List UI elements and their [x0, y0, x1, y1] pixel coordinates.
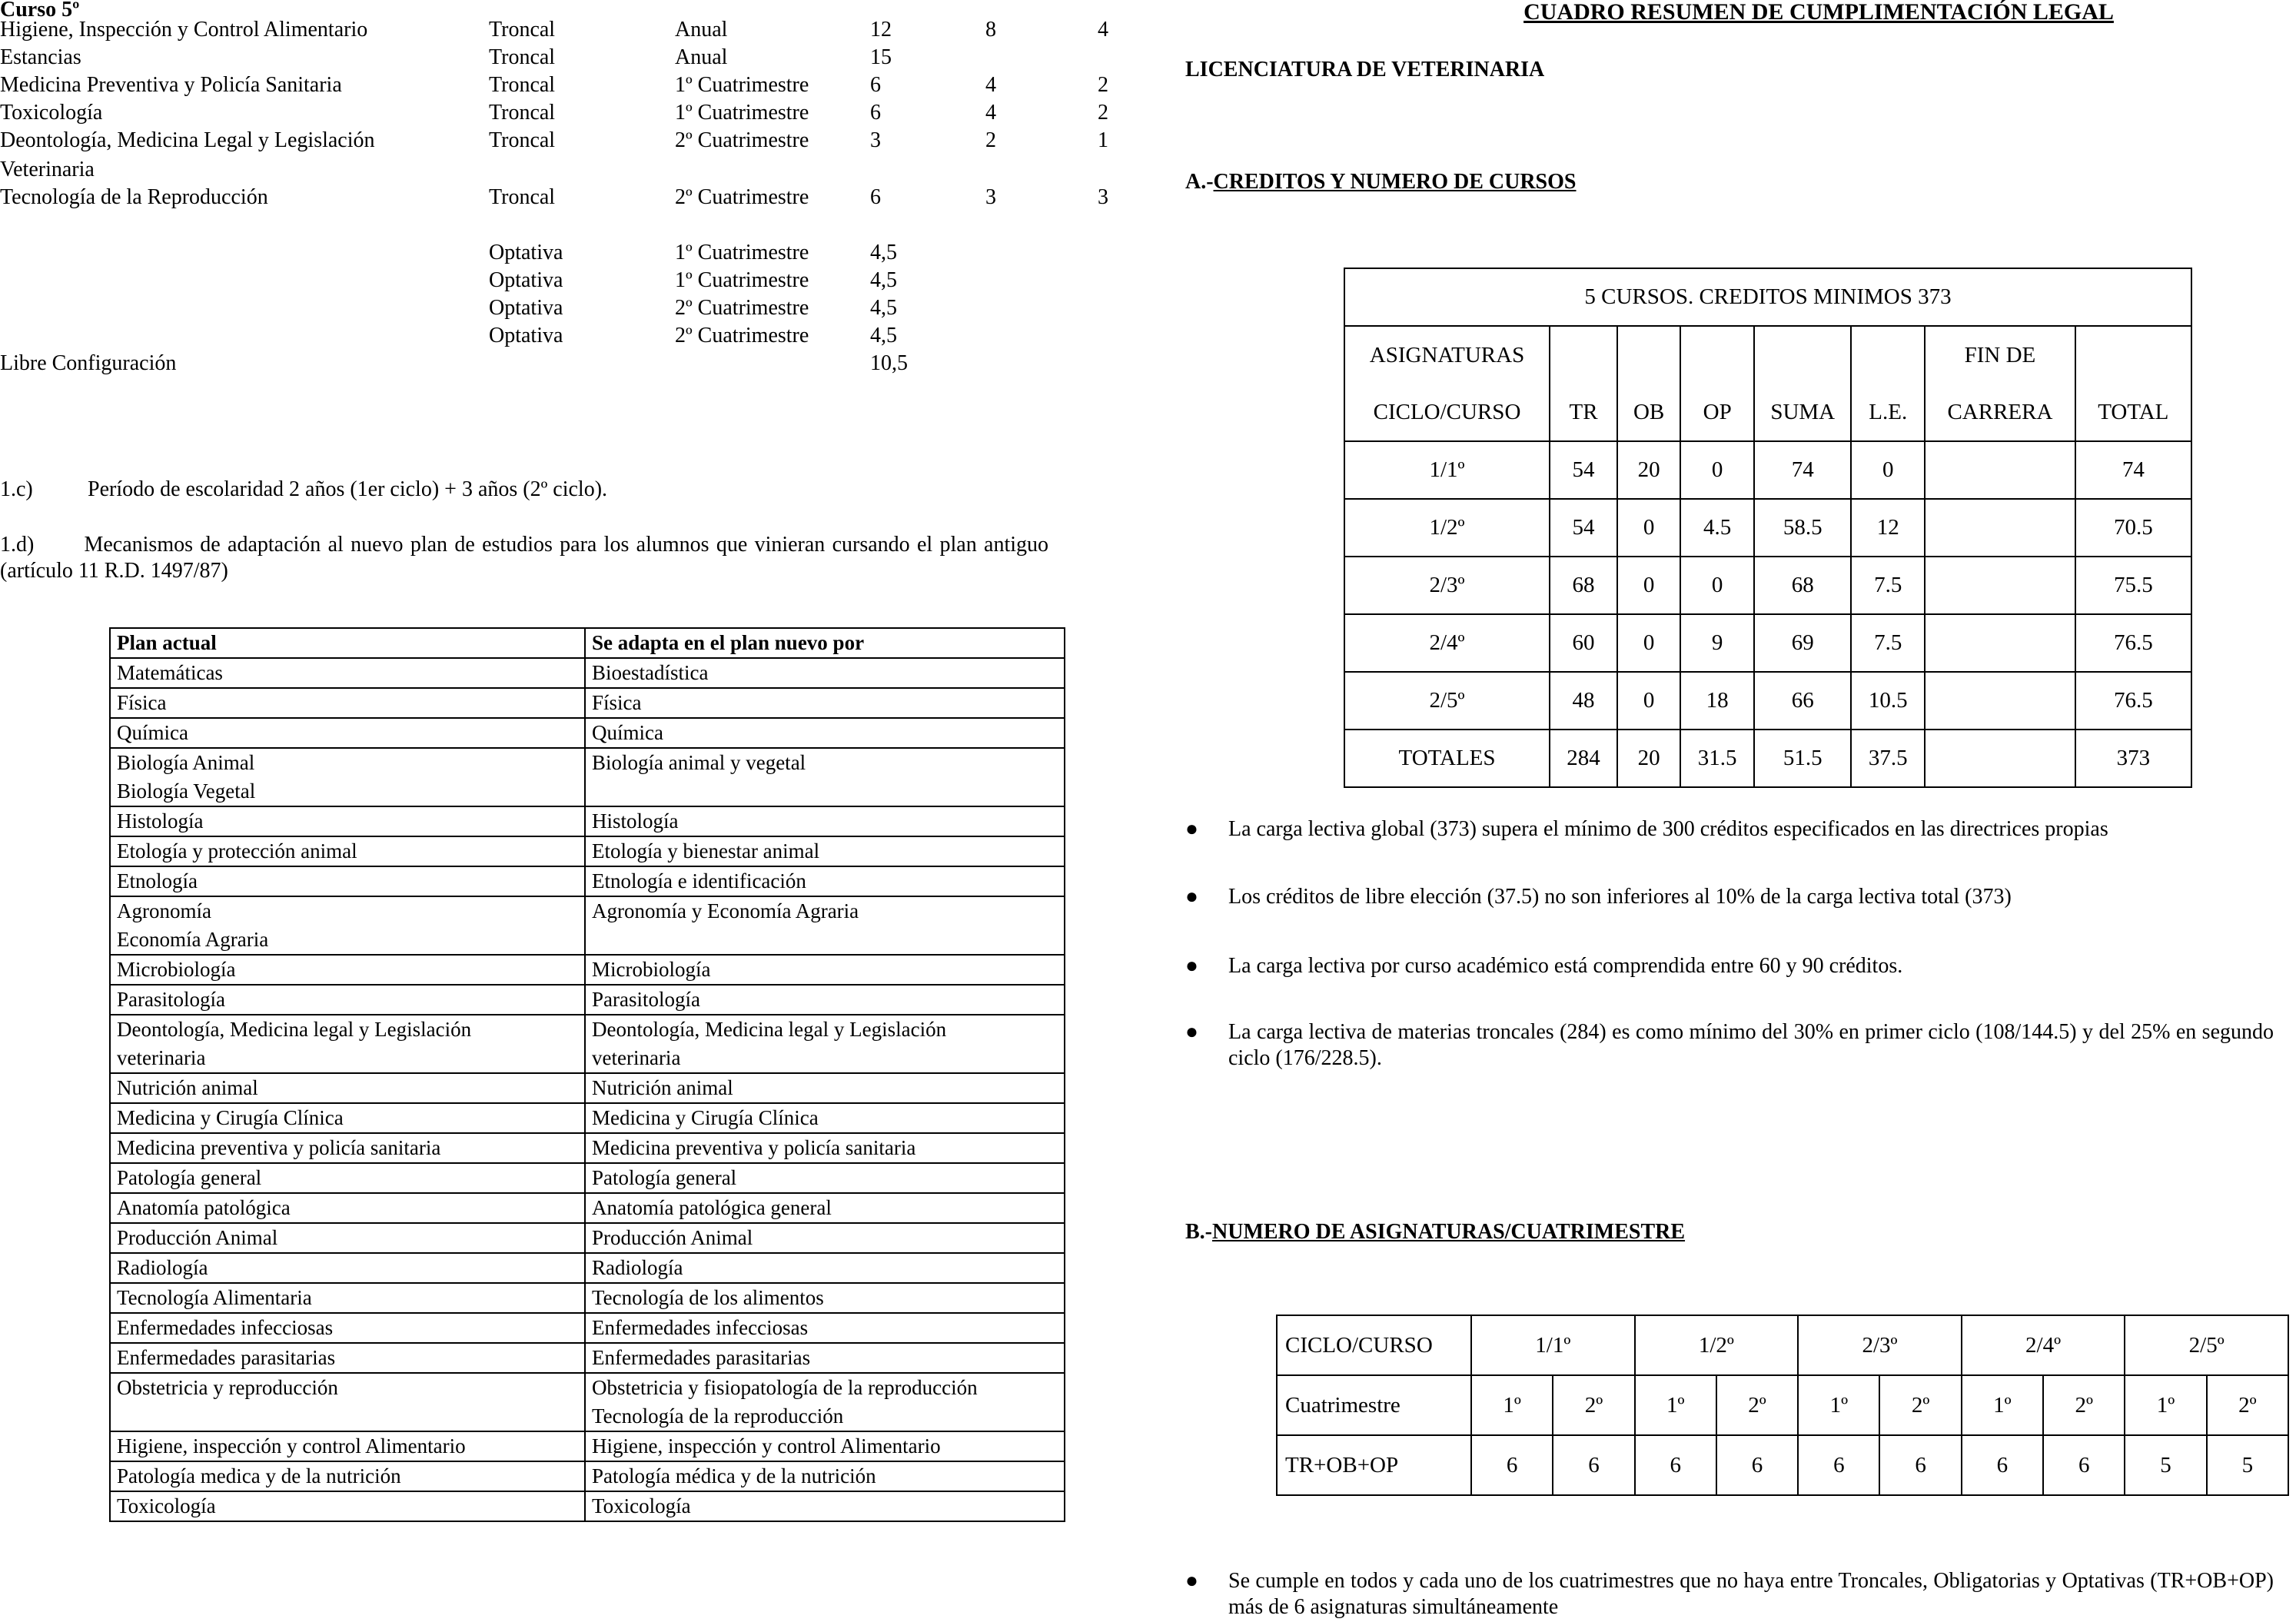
course-period: 2º Cuatrimestre: [675, 296, 809, 320]
course-row: [0, 72, 1122, 100]
table-row: [110, 1073, 1065, 1103]
summary-cell: [1925, 499, 2075, 557]
course-name: Deontología, Medicina Legal y Legislación: [0, 128, 375, 152]
bullet-text: La carga lectiva global (373) supera el mínimo de 300 créditos especificados en las directrices propias: [1228, 817, 2108, 841]
course-p: 1: [1098, 128, 1108, 152]
old-subject-cell: Etología y protección animal: [110, 836, 585, 866]
section-1d: [0, 532, 1048, 583]
bullet-dot-icon: ●: [1185, 885, 1198, 909]
old-subject-cell: Matemáticas: [110, 658, 585, 688]
course-period: 1º Cuatrimestre: [675, 73, 809, 97]
old-subject-cell: Higiene, inspección y control Alimentario: [110, 1431, 585, 1461]
cua-value: 6: [1798, 1435, 1879, 1495]
bullet-b-text: Se cumple en todos y cada uno de los cuatrimestres que no haya entre Troncales, Obligatorias y Optativas (TR+OB+OP) más de 6 asignaturas simultáneamente: [1228, 1569, 2274, 1619]
course-type: Troncal: [489, 45, 556, 69]
new-subject-cell: Bioestadística: [585, 658, 1065, 688]
summary-cell: 51.5: [1754, 730, 1851, 787]
summary-cell: 1/1º: [1344, 441, 1550, 499]
course-type: Troncal: [489, 128, 556, 152]
new-subject-cell: Producción Animal: [585, 1223, 1065, 1253]
course-name: Libre Configuración: [0, 351, 177, 375]
table-row: [110, 896, 1065, 955]
old-subject-cell: Química: [110, 718, 585, 748]
new-subject-cell: Química: [585, 718, 1065, 748]
summary-cell: 69: [1754, 614, 1851, 672]
cua-value: 5: [2125, 1435, 2206, 1495]
course-credits: 3: [870, 128, 881, 152]
cua-value: 6: [1879, 1435, 1961, 1495]
summary-cell: 7.5: [1851, 614, 1925, 672]
summary-cell: 2/5º: [1344, 672, 1550, 730]
old-subject-cell: Obstetricia y reproducción: [110, 1373, 585, 1431]
course-name: Estancias: [0, 45, 81, 69]
table-row: [110, 866, 1065, 896]
adapt-header-new: Se adapta en el plan nuevo por: [585, 628, 1065, 658]
adaptation-table: [109, 627, 1065, 1522]
summary-cell: 54: [1550, 499, 1617, 557]
summary-cell: [1925, 557, 2075, 614]
section-1d-text: Mecanismos de adaptación al nuevo plan de estudios para los alumnos que vinieran cursando el plan antiguo (artículo 11 R.D. 1497/87): [0, 533, 1048, 583]
summary-cell: 70.5: [2075, 499, 2191, 557]
old-subject-cell: Histología: [110, 806, 585, 836]
old-subject-cell: Deontología, Medicina legal y Legislación veterinaria: [110, 1015, 585, 1073]
summary-caption: 5 CURSOS. CREDITOS MINIMOS 373: [1344, 268, 2191, 326]
new-subject-cell: Anatomía patológica general: [585, 1193, 1065, 1223]
cua-curso: 1/2º: [1635, 1315, 1799, 1375]
new-subject-cell: Medicina preventiva y policía sanitaria: [585, 1133, 1065, 1163]
course-name: Higiene, Inspección y Control Alimentario: [0, 18, 368, 42]
summary-cell: 75.5: [2075, 557, 2191, 614]
bullet-dot-icon: ●: [1185, 817, 1198, 841]
course-credits: 4,5: [870, 296, 897, 320]
cua-cuatrimestre: 2º: [1716, 1375, 1798, 1435]
table-row: [110, 1193, 1065, 1223]
cua-curso: 2/5º: [2125, 1315, 2288, 1375]
new-subject-cell: Histología: [585, 806, 1065, 836]
section-a-prefix: A.-: [1185, 170, 1214, 194]
summary-cell: 74: [2075, 441, 2191, 499]
table-row: [110, 748, 1065, 806]
summary-header-top: [1617, 326, 1680, 384]
bullet-text: Los créditos de libre elección (37.5) no son inferiores al 10% de la carga lectiva total (373): [1228, 885, 2012, 909]
new-subject-cell: Toxicología: [585, 1491, 1065, 1521]
course-type: Troncal: [489, 73, 556, 97]
old-subject-cell: Producción Animal: [110, 1223, 585, 1253]
new-subject-cell: Enfermedades parasitarias: [585, 1343, 1065, 1373]
new-subject-cell: Enfermedades infecciosas: [585, 1313, 1065, 1343]
summary-header: OP: [1680, 384, 1754, 441]
old-subject-cell: Nutrición animal: [110, 1073, 585, 1103]
course-t: 4: [985, 73, 996, 97]
table-row: [110, 1283, 1065, 1313]
course-period: 2º Cuatrimestre: [675, 128, 809, 152]
table-row: [110, 1223, 1065, 1253]
summary-cell: 0: [1617, 499, 1680, 557]
cua-cuatrimestre: 2º: [2043, 1375, 2125, 1435]
section-1c-text: Período de escolaridad 2 años (1er ciclo) + 3 años (2º ciclo).: [88, 477, 608, 501]
summary-cell: 68: [1754, 557, 1851, 614]
summary-cell: 2/3º: [1344, 557, 1550, 614]
cua-cuatrimestre: 2º: [1879, 1375, 1961, 1435]
summary-cell: TOTALES: [1344, 730, 1550, 787]
summary-cell: 20: [1617, 441, 1680, 499]
summary-cell: 54: [1550, 441, 1617, 499]
new-subject-cell: Etnología e identificación: [585, 866, 1065, 896]
new-subject-cell: Tecnología de los alimentos: [585, 1283, 1065, 1313]
course-name: Medicina Preventiva y Policía Sanitaria: [0, 73, 342, 97]
course-period: 1º Cuatrimestre: [675, 268, 809, 292]
summary-cell: 66: [1754, 672, 1851, 730]
course-period: 2º Cuatrimestre: [675, 324, 809, 347]
new-subject-cell: Física: [585, 688, 1065, 718]
summary-cell: [1925, 614, 2075, 672]
old-subject-cell: Parasitología: [110, 985, 585, 1015]
summary-cell: 4.5: [1680, 499, 1754, 557]
table-row: [110, 1133, 1065, 1163]
cua-curso: 1/1º: [1471, 1315, 1635, 1375]
summary-cell: 74: [1754, 441, 1851, 499]
summary-cell: [1925, 672, 2075, 730]
course-t: 2: [985, 128, 996, 152]
course-credits: 6: [870, 101, 881, 125]
cua-cuatrimestre: 1º: [1635, 1375, 1716, 1435]
cua-curso: 2/3º: [1798, 1315, 1962, 1375]
bullet-dot-icon: ●: [1185, 1569, 1198, 1593]
section-b-title: NUMERO DE ASIGNATURAS/CUATRIMESTRE: [1212, 1220, 1686, 1244]
course-credits: 12: [870, 18, 892, 42]
summary-table: [1344, 268, 2192, 788]
course-p: 2: [1098, 73, 1108, 97]
cuatrimestre-table: [1276, 1315, 2289, 1496]
table-row: [1344, 730, 2191, 787]
table-row: [110, 1015, 1065, 1073]
old-subject-cell: Medicina y Cirugía Clínica: [110, 1103, 585, 1133]
table-row: [1344, 499, 2191, 557]
old-subject-cell: Enfermedades infecciosas: [110, 1313, 585, 1343]
summary-header-top: ASIGNATURAS: [1344, 326, 1550, 384]
cua-value: 6: [1553, 1435, 1634, 1495]
course-credits: 4,5: [870, 241, 897, 264]
old-subject-cell: Enfermedades parasitarias: [110, 1343, 585, 1373]
summary-cell: 10.5: [1851, 672, 1925, 730]
course-row: [0, 157, 1122, 184]
summary-header-top: [1550, 326, 1617, 384]
summary-cell: 37.5: [1851, 730, 1925, 787]
summary-cell: 0: [1680, 557, 1754, 614]
cua-row1-label: CICLO/CURSO: [1277, 1315, 1471, 1375]
summary-cell: 76.5: [2075, 614, 2191, 672]
summary-header-top: [1754, 326, 1851, 384]
cua-value: 6: [2043, 1435, 2125, 1495]
summary-cell: 0: [1680, 441, 1754, 499]
new-subject-cell: Parasitología: [585, 985, 1065, 1015]
old-subject-cell: Microbiología: [110, 955, 585, 985]
degree-title: LICENCIATURA DE VETERINARIA: [1185, 58, 1545, 81]
summary-cell: 1/2º: [1344, 499, 1550, 557]
new-subject-cell: Etología y bienestar animal: [585, 836, 1065, 866]
course-row: [0, 268, 1122, 295]
course-p: 2: [1098, 101, 1108, 125]
course-row: [0, 240, 1122, 268]
summary-cell: 284: [1550, 730, 1617, 787]
new-subject-cell: Biología animal y vegetal: [585, 748, 1065, 806]
course-period: 1º Cuatrimestre: [675, 101, 809, 125]
summary-cell: 60: [1550, 614, 1617, 672]
table-row: [110, 1491, 1065, 1521]
cua-curso: 2/4º: [1962, 1315, 2125, 1375]
summary-header: CICLO/CURSO: [1344, 384, 1550, 441]
adapt-header-old: Plan actual: [110, 628, 585, 658]
course-credits: 4,5: [870, 324, 897, 347]
course-credits: 10,5: [870, 351, 908, 375]
course-type: Troncal: [489, 185, 556, 209]
course-p: 3: [1098, 185, 1108, 209]
table-row: [110, 806, 1065, 836]
course-t: 4: [985, 101, 996, 125]
summary-cell: [1925, 441, 2075, 499]
course-p: 4: [1098, 18, 1108, 42]
table-row: [110, 985, 1065, 1015]
table-row: [110, 1343, 1065, 1373]
cua-value: 6: [1716, 1435, 1798, 1495]
summary-cell: 373: [2075, 730, 2191, 787]
cua-cuatrimestre: 1º: [2125, 1375, 2206, 1435]
course-credits: 4,5: [870, 268, 897, 292]
table-row: [110, 1431, 1065, 1461]
course-name: Toxicología: [0, 101, 103, 125]
course-type: Troncal: [489, 101, 556, 125]
summary-header-top: [1851, 326, 1925, 384]
summary-header: TR: [1550, 384, 1617, 441]
table-row: [110, 955, 1065, 985]
course-row: [0, 184, 1122, 212]
table-row: [110, 1461, 1065, 1491]
course-row: [0, 323, 1122, 351]
course-t: 8: [985, 18, 996, 42]
summary-header-top: [2075, 326, 2191, 384]
summary-cell: 76.5: [2075, 672, 2191, 730]
cua-value: 5: [2207, 1435, 2288, 1495]
section-b-prefix: B.-: [1185, 1220, 1212, 1244]
new-subject-cell: Deontología, Medicina legal y Legislación veterinaria: [585, 1015, 1065, 1073]
bullet-text: La carga lectiva de materias troncales (284) es como mínimo del 30% en primer ciclo (108/144.5) y del 25% en segundo ciclo (176/228.5).: [1228, 1020, 2274, 1070]
old-subject-cell: Toxicología: [110, 1491, 585, 1521]
old-subject-cell: Agronomía Economía Agraria: [110, 896, 585, 955]
new-subject-cell: Obstetricia y fisiopatología de la reproducción Tecnología de la reproducción: [585, 1373, 1065, 1431]
old-subject-cell: Patología medica y de la nutrición: [110, 1461, 585, 1491]
new-subject-cell: Agronomía y Economía Agraria: [585, 896, 1065, 955]
section-1c-label: 1.c): [0, 477, 33, 501]
summary-cell: [1925, 730, 2075, 787]
section-a-heading: [1185, 169, 1576, 195]
table-row: [110, 1163, 1065, 1193]
new-subject-cell: Radiología: [585, 1253, 1065, 1283]
bullet-dot-icon: ●: [1185, 1020, 1198, 1044]
old-subject-cell: Física: [110, 688, 585, 718]
new-subject-cell: Medicina y Cirugía Clínica: [585, 1103, 1065, 1133]
course-row: [0, 128, 1122, 155]
summary-cell: 2/4º: [1344, 614, 1550, 672]
course-name: Tecnología de la Reproducción: [0, 185, 268, 209]
summary-header-top: [1680, 326, 1754, 384]
cua-cuatrimestre: 1º: [1962, 1375, 2043, 1435]
summary-cell: 0: [1617, 672, 1680, 730]
course5-title: Curso 5º: [0, 0, 80, 22]
table-row: [1344, 557, 2191, 614]
summary-cell: 48: [1550, 672, 1617, 730]
cua-value: 6: [1962, 1435, 2043, 1495]
cua-value: 6: [1471, 1435, 1553, 1495]
table-row: [1344, 614, 2191, 672]
cua-row2-label: Cuatrimestre: [1277, 1375, 1471, 1435]
table-row: [110, 1313, 1065, 1343]
old-subject-cell: Tecnología Alimentaria: [110, 1283, 585, 1313]
course-row: [0, 45, 1122, 72]
old-subject-cell: Anatomía patológica: [110, 1193, 585, 1223]
summary-cell: 58.5: [1754, 499, 1851, 557]
course-type: Optativa: [489, 296, 563, 320]
summary-header: CARRERA: [1925, 384, 2075, 441]
course-period: 1º Cuatrimestre: [675, 241, 809, 264]
new-subject-cell: Patología general: [585, 1163, 1065, 1193]
table-row: [110, 1373, 1065, 1431]
summary-header: TOTAL: [2075, 384, 2191, 441]
new-subject-cell: Patología médica y de la nutrición: [585, 1461, 1065, 1491]
summary-header: SUMA: [1754, 384, 1851, 441]
bullet-dot-icon: ●: [1185, 954, 1198, 978]
summary-cell: 7.5: [1851, 557, 1925, 614]
old-subject-cell: Etnología: [110, 866, 585, 896]
course-type: Optativa: [489, 268, 563, 292]
course-credits: 6: [870, 185, 881, 209]
table-row: [110, 1103, 1065, 1133]
old-subject-cell: Biología Animal Biología Vegetal: [110, 748, 585, 806]
old-subject-cell: Radiología: [110, 1253, 585, 1283]
bullet-text: La carga lectiva por curso académico está comprendida entre 60 y 90 créditos.: [1228, 954, 1903, 978]
section-b-heading: [1185, 1219, 1685, 1245]
summary-header-top: FIN DE: [1925, 326, 2075, 384]
summary-cell: 18: [1680, 672, 1754, 730]
summary-cell: 12: [1851, 499, 1925, 557]
cua-cuatrimestre: 2º: [1553, 1375, 1634, 1435]
summary-cell: 31.5: [1680, 730, 1754, 787]
course-type: Optativa: [489, 241, 563, 264]
table-row: [110, 688, 1065, 718]
old-subject-cell: Patología general: [110, 1163, 585, 1193]
course-row: [0, 17, 1122, 45]
course-period: 2º Cuatrimestre: [675, 185, 809, 209]
summary-cell: 0: [1617, 614, 1680, 672]
course-row: [0, 295, 1122, 323]
summary-header: L.E.: [1851, 384, 1925, 441]
table-row: [110, 718, 1065, 748]
summary-cell: 0: [1851, 441, 1925, 499]
cua-cuatrimestre: 1º: [1798, 1375, 1879, 1435]
course-type: Optativa: [489, 324, 563, 347]
section-1d-label: 1.d): [0, 533, 35, 557]
cua-cuatrimestre: 1º: [1471, 1375, 1553, 1435]
table-row: [1344, 441, 2191, 499]
page-title: CUADRO RESUMEN DE CUMPLIMENTACIÓN LEGAL: [1523, 0, 2114, 25]
section-a-title: CREDITOS Y NUMERO DE CURSOS: [1213, 170, 1577, 194]
new-subject-cell: Higiene, inspección y control Alimentario: [585, 1431, 1065, 1461]
cua-cuatrimestre: 2º: [2207, 1375, 2288, 1435]
table-row: [110, 836, 1065, 866]
table-row: [110, 658, 1065, 688]
old-subject-cell: Medicina preventiva y policía sanitaria: [110, 1133, 585, 1163]
course-credits: 15: [870, 45, 892, 69]
course-period: Anual: [675, 18, 728, 42]
new-subject-cell: Microbiología: [585, 955, 1065, 985]
new-subject-cell: Nutrición animal: [585, 1073, 1065, 1103]
cua-value: 6: [1635, 1435, 1716, 1495]
course-type: Troncal: [489, 18, 556, 42]
summary-cell: 9: [1680, 614, 1754, 672]
course-credits: 6: [870, 73, 881, 97]
course-row: [0, 351, 1122, 378]
summary-header: OB: [1617, 384, 1680, 441]
summary-cell: 20: [1617, 730, 1680, 787]
course-t: 3: [985, 185, 996, 209]
course-name: Veterinaria: [0, 158, 95, 181]
course-row: [0, 100, 1122, 128]
summary-cell: 0: [1617, 557, 1680, 614]
cua-row3-label: TR+OB+OP: [1277, 1435, 1471, 1495]
table-row: [110, 1253, 1065, 1283]
course-period: Anual: [675, 45, 728, 69]
summary-cell: 68: [1550, 557, 1617, 614]
table-row: [1344, 672, 2191, 730]
